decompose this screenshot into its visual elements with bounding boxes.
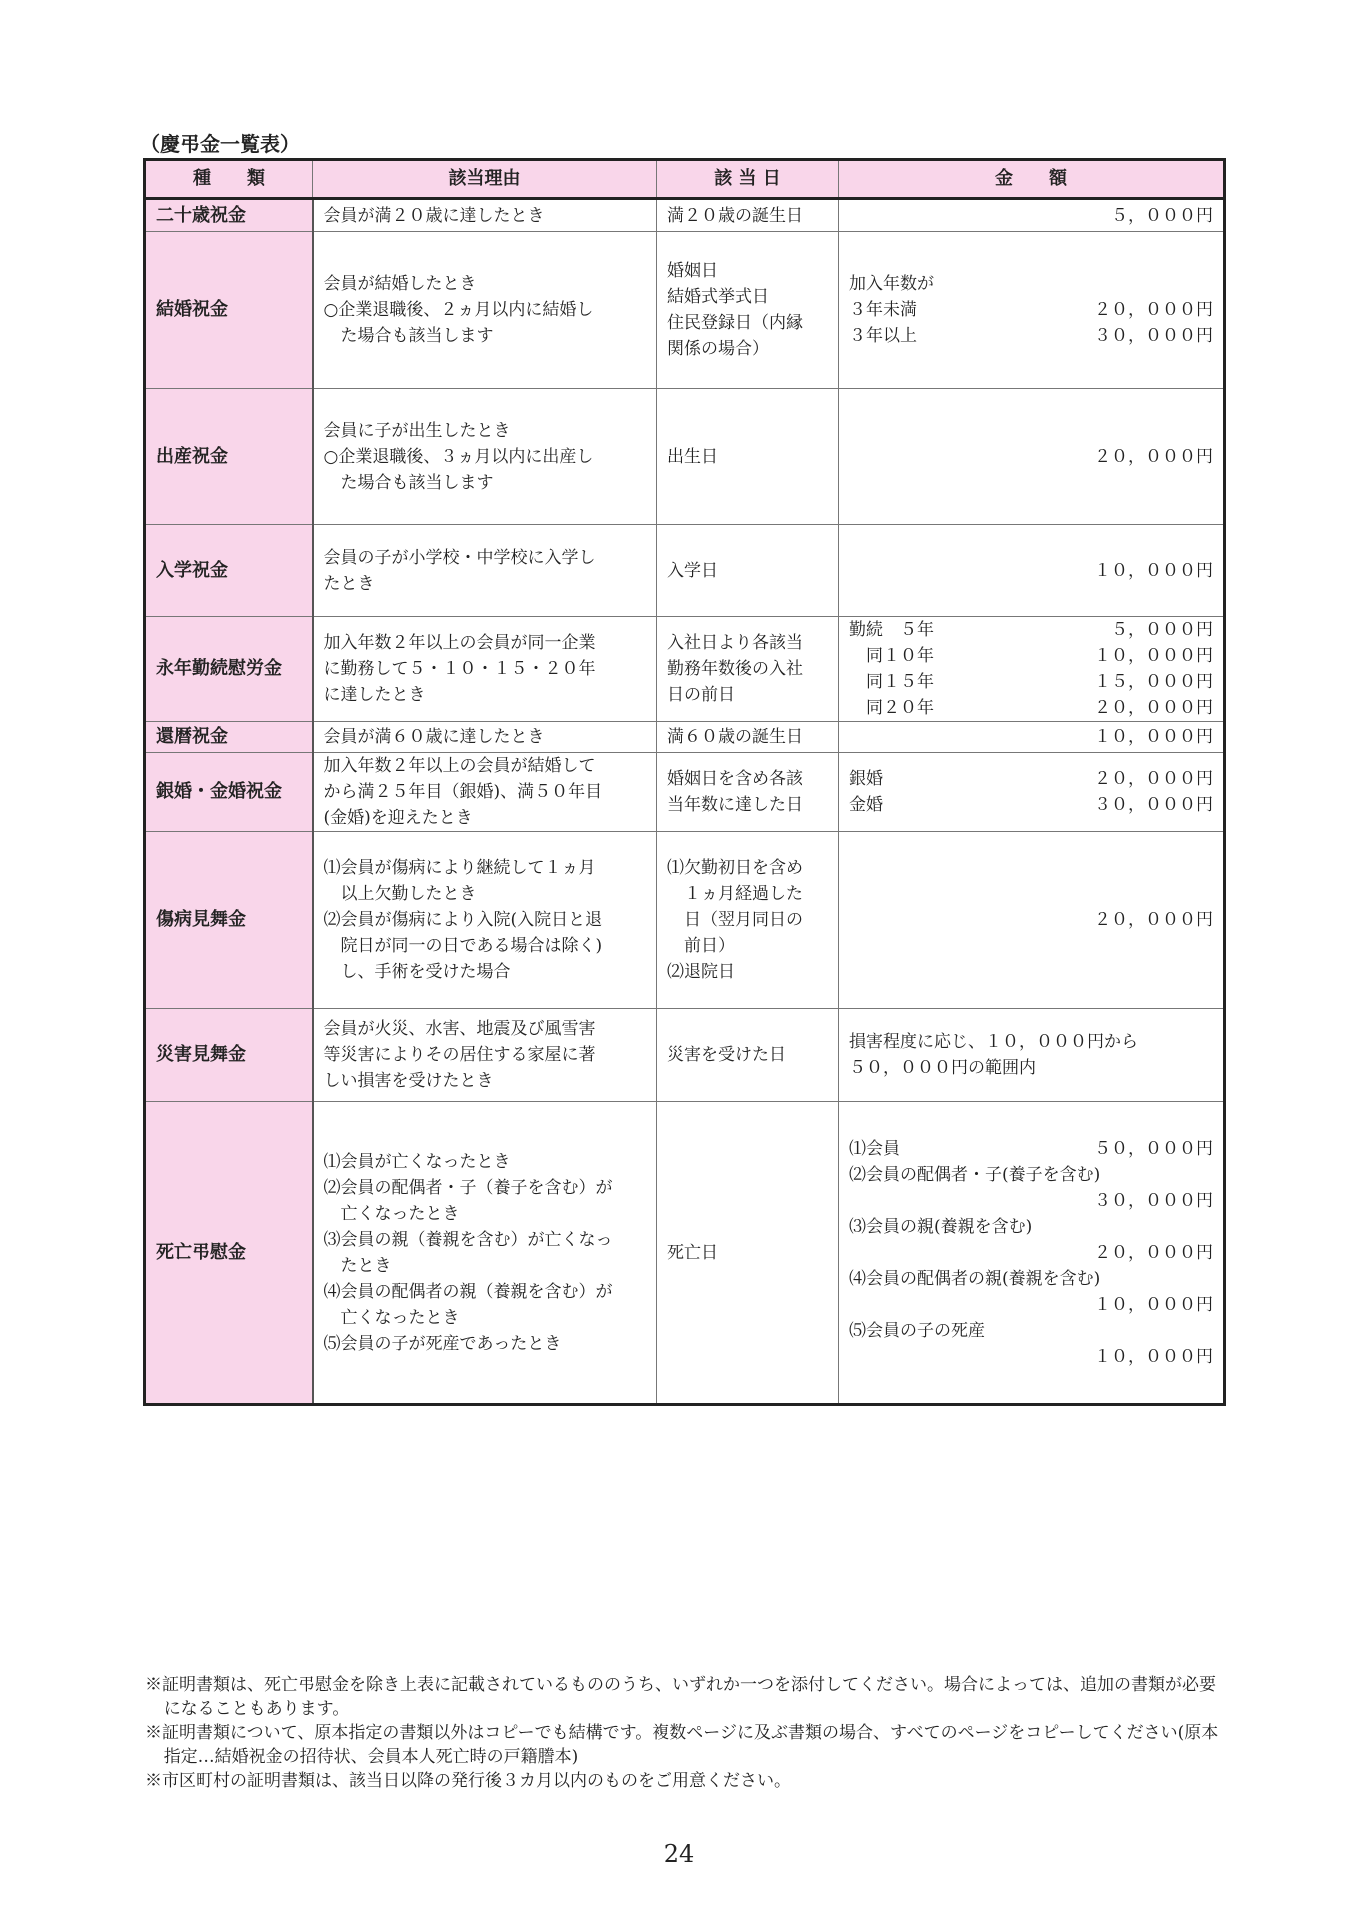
header-reason: 該当理由 — [313, 160, 657, 199]
row-type-cell: 災害見舞金 — [145, 1009, 313, 1102]
date-line: 出生日 — [667, 446, 718, 467]
amount-label: 金婚 — [849, 795, 883, 815]
row-date-cell — [657, 722, 839, 753]
amount-value: ２０，０００円 — [1094, 300, 1213, 320]
reason-line: 会員が結婚したとき — [323, 274, 477, 294]
reason-line: 亡くなったとき — [323, 1307, 460, 1328]
amount-value: １０，０００円 — [1094, 727, 1213, 747]
amount-label: ⑴会員 — [849, 1138, 900, 1159]
date-line: 入社日より各該当 — [667, 633, 803, 653]
congratulations-condolence-table — [143, 158, 1226, 1406]
row-amount-cell — [839, 1102, 1225, 1405]
amount-line — [849, 297, 1213, 323]
amount-value: １０，０００円 — [1094, 646, 1213, 666]
table-row — [145, 753, 1225, 832]
note-item: ※証明書類は、死亡弔慰金を除き上表に記載されているもののうち、いずれか一つを添付してください。場合によっては、追加の書類が必要になることもあります。 — [145, 1675, 1216, 1719]
table-row — [145, 1009, 1225, 1102]
row-date-cell — [657, 753, 839, 832]
reason-line: (金婚)を迎えたとき — [323, 808, 473, 828]
date-line: 入学日 — [667, 560, 718, 581]
reason-line: 以上欠勤したとき — [323, 884, 477, 904]
amount-line — [849, 792, 1213, 818]
row-reason-cell — [313, 617, 657, 722]
amount-line — [849, 271, 1213, 297]
row-amount-cell — [839, 753, 1225, 832]
amount-line — [849, 617, 1213, 643]
amount-value: ２０，０００円 — [1094, 910, 1213, 930]
amount-line — [849, 444, 1213, 470]
reason-line: 院日が同一の日である場合は除く) — [323, 936, 603, 956]
amount-label: ３年未満 — [849, 300, 917, 320]
amount-label: ⑵会員の配偶者・子(養子を含む) — [849, 1164, 1101, 1185]
amount-line — [849, 1136, 1213, 1162]
table-row — [145, 617, 1225, 722]
amount-value: ５，０００円 — [1111, 620, 1213, 640]
amount-line — [849, 1214, 1213, 1240]
amount-line — [849, 1162, 1213, 1188]
table-row — [145, 232, 1225, 389]
row-date-cell — [657, 617, 839, 722]
row-reason-cell — [313, 389, 657, 525]
reason-line: ⑷会員の配偶者の親（養親を含む）が — [323, 1281, 613, 1302]
row-reason-cell — [313, 832, 657, 1009]
amount-value: ５，０００円 — [1111, 205, 1213, 226]
amount-value: ２０，０００円 — [1094, 1242, 1213, 1263]
date-line: 当年数に達した日 — [667, 795, 803, 815]
amount-value: １０，０００円 — [1094, 1346, 1213, 1367]
amount-value: １５，０００円 — [1094, 672, 1213, 692]
amount-value: １０，０００円 — [1094, 560, 1213, 581]
amount-label: 加入年数が — [849, 274, 934, 294]
amount-line — [849, 1318, 1213, 1344]
date-line: １ヵ月経過した — [667, 884, 803, 904]
amount-line — [849, 558, 1213, 584]
date-line: 日の前日 — [667, 685, 735, 705]
amount-line — [849, 203, 1213, 229]
amount-label: ⑶会員の親(養親を含む) — [849, 1216, 1033, 1237]
date-line: 前日） — [667, 936, 735, 956]
row-date-cell — [657, 389, 839, 525]
amount-value: ３０，０００円 — [1094, 795, 1213, 815]
reason-line: たとき — [323, 573, 375, 594]
amount-line — [849, 669, 1213, 695]
amount-line — [849, 1292, 1213, 1318]
reason-line: に勤務して５・１０・１５・２０年 — [323, 659, 596, 679]
reason-line: 会員が火災、水害、地震及び風雪害 — [323, 1019, 596, 1039]
amount-line — [849, 1055, 1213, 1081]
reason-line: ⑶会員の親（養親を含む）が亡くなっ — [323, 1229, 613, 1250]
table-row — [145, 722, 1225, 753]
amount-line — [849, 1344, 1213, 1370]
reason-line: ⑵会員の配偶者・子（養子を含む）が — [323, 1177, 613, 1198]
reason-line: たとき — [323, 1255, 392, 1276]
reason-line: ⑴会員が傷病により継続して１ヵ月 — [323, 858, 596, 878]
amount-line — [849, 724, 1213, 750]
row-reason-cell — [313, 722, 657, 753]
amount-label: 同２０年 — [849, 698, 934, 718]
amount-label: ５０，０００円の範囲内 — [849, 1058, 1036, 1078]
amount-value: １０，０００円 — [1094, 1294, 1213, 1315]
date-line: 満２０歳の誕生日 — [667, 205, 803, 226]
row-type-cell: 結婚祝金 — [145, 232, 313, 389]
note-item: ※証明書類について、原本指定の書類以外はコピーでも結構です。複数ページに及ぶ書類の場合、すべてのページをコピーしてください(原本指定…結婚祝金の招待状、会員本人死亡時の戸籍謄本) — [145, 1723, 1219, 1767]
date-line: 婚姻日 — [667, 261, 718, 281]
reason-line: ○企業退職後、２ヵ月以内に結婚し — [323, 300, 594, 320]
table-caption: （慶弔金一覧表） — [140, 132, 300, 156]
row-type-cell: 出産祝金 — [145, 389, 313, 525]
row-amount-cell — [839, 1009, 1225, 1102]
row-date-cell — [657, 1102, 839, 1405]
reason-line: ⑵会員が傷病により入院(入院日と退 — [323, 910, 603, 930]
reason-line: 亡くなったとき — [323, 1203, 460, 1224]
table-row — [145, 389, 1225, 525]
row-date-cell — [657, 525, 839, 617]
row-type-cell: 銀婚・金婚祝金 — [145, 753, 313, 832]
amount-value: ５０，０００円 — [1094, 1138, 1213, 1159]
row-type-cell: 死亡弔慰金 — [145, 1102, 313, 1405]
table-row — [145, 1102, 1225, 1405]
notes-section — [145, 1673, 1225, 1793]
row-amount-cell — [839, 525, 1225, 617]
amount-line — [849, 1029, 1213, 1055]
amount-value: ３０，０００円 — [1094, 326, 1213, 346]
date-line: 関係の場合） — [667, 339, 769, 359]
row-reason-cell — [313, 525, 657, 617]
row-reason-cell — [313, 199, 657, 232]
row-type-cell: 入学祝金 — [145, 525, 313, 617]
reason-line: に達したとき — [323, 685, 426, 705]
row-date-cell — [657, 1009, 839, 1102]
reason-line: 会員の子が小学校・中学校に入学し — [323, 547, 596, 568]
date-line: 日（翌月同日の — [667, 910, 803, 930]
amount-label: ⑷会員の配偶者の親(養親を含む) — [849, 1268, 1101, 1289]
amount-value: ２０，０００円 — [1094, 769, 1213, 789]
row-date-cell — [657, 199, 839, 232]
row-type-cell: 傷病見舞金 — [145, 832, 313, 1009]
reason-line: 会員が満２０歳に達したとき — [323, 205, 545, 226]
amount-line — [849, 323, 1213, 349]
row-reason-cell — [313, 753, 657, 832]
reason-line: 会員に子が出生したとき — [323, 420, 511, 441]
table-header-row — [145, 160, 1225, 199]
header-amount: 金 額 — [839, 160, 1225, 199]
row-amount-cell — [839, 199, 1225, 232]
row-type-cell: 二十歳祝金 — [145, 199, 313, 232]
date-line: 満６０歳の誕生日 — [667, 727, 803, 747]
row-type-cell: 永年勤続慰労金 — [145, 617, 313, 722]
row-date-cell — [657, 832, 839, 1009]
header-date: 該 当 日 — [657, 160, 839, 199]
row-amount-cell — [839, 617, 1225, 722]
table-row — [145, 832, 1225, 1009]
amount-value: ２０，０００円 — [1094, 698, 1213, 718]
amount-line — [849, 1188, 1213, 1214]
reason-line: しい損害を受けたとき — [323, 1071, 494, 1091]
amount-line — [849, 907, 1213, 933]
row-reason-cell — [313, 1009, 657, 1102]
amount-label: 損害程度に応じ、１０，０００円から — [849, 1032, 1138, 1052]
row-type-cell: 還暦祝金 — [145, 722, 313, 753]
date-line: 勤務年数後の入社 — [667, 659, 803, 679]
date-line: ⑴欠勤初日を含め — [667, 858, 803, 878]
row-amount-cell — [839, 232, 1225, 389]
amount-line — [849, 1240, 1213, 1266]
amount-label: 同１０年 — [849, 646, 934, 666]
row-amount-cell — [839, 722, 1225, 753]
reason-line: ⑸会員の子が死産であったとき — [323, 1333, 562, 1354]
row-reason-cell — [313, 1102, 657, 1405]
date-line: 死亡日 — [667, 1242, 718, 1263]
reason-line: 会員が満６０歳に達したとき — [323, 727, 545, 747]
amount-value: ３０，０００円 — [1094, 1190, 1213, 1211]
reason-line: 加入年数２年以上の会員が同一企業 — [323, 633, 596, 653]
reason-line: ○企業退職後、３ヵ月以内に出産し — [323, 446, 594, 467]
amount-label: ⑸会員の子の死産 — [849, 1320, 985, 1341]
page-number: 24 — [663, 1840, 695, 1868]
reason-line: ⑴会員が亡くなったとき — [323, 1151, 511, 1172]
date-line: 災害を受けた日 — [667, 1045, 786, 1065]
date-line: 婚姻日を含め各該 — [667, 769, 803, 789]
table-row — [145, 525, 1225, 617]
header-type: 種 類 — [145, 160, 313, 199]
amount-line — [849, 695, 1213, 721]
note-item: ※市区町村の証明書類は、該当日以降の発行後３カ月以内のものをご用意ください。 — [145, 1771, 791, 1791]
amount-line — [849, 766, 1213, 792]
reason-line: 等災害によりその居住する家屋に著 — [323, 1045, 596, 1065]
date-line: 住民登録日（内縁 — [667, 313, 803, 333]
row-date-cell — [657, 232, 839, 389]
reason-line: から満２５年目（銀婚)、満５０年目 — [323, 782, 603, 802]
amount-label: ３年以上 — [849, 326, 917, 346]
row-amount-cell — [839, 832, 1225, 1009]
table-row — [145, 199, 1225, 232]
amount-label: 銀婚 — [849, 769, 883, 789]
row-amount-cell — [839, 389, 1225, 525]
amount-label: 勤続 ５年 — [849, 620, 934, 640]
amount-label: 同１５年 — [849, 672, 934, 692]
amount-value: ２０，０００円 — [1094, 446, 1213, 467]
row-reason-cell — [313, 232, 657, 389]
reason-line: た場合も該当します — [323, 472, 494, 493]
date-line: ⑵退院日 — [667, 962, 735, 982]
reason-line: し、手術を受けた場合 — [323, 962, 511, 982]
reason-line: 加入年数２年以上の会員が結婚して — [323, 756, 596, 776]
amount-line — [849, 643, 1213, 669]
amount-line — [849, 1266, 1213, 1292]
reason-line: た場合も該当します — [323, 326, 494, 346]
date-line: 結婚式挙式日 — [667, 287, 769, 307]
